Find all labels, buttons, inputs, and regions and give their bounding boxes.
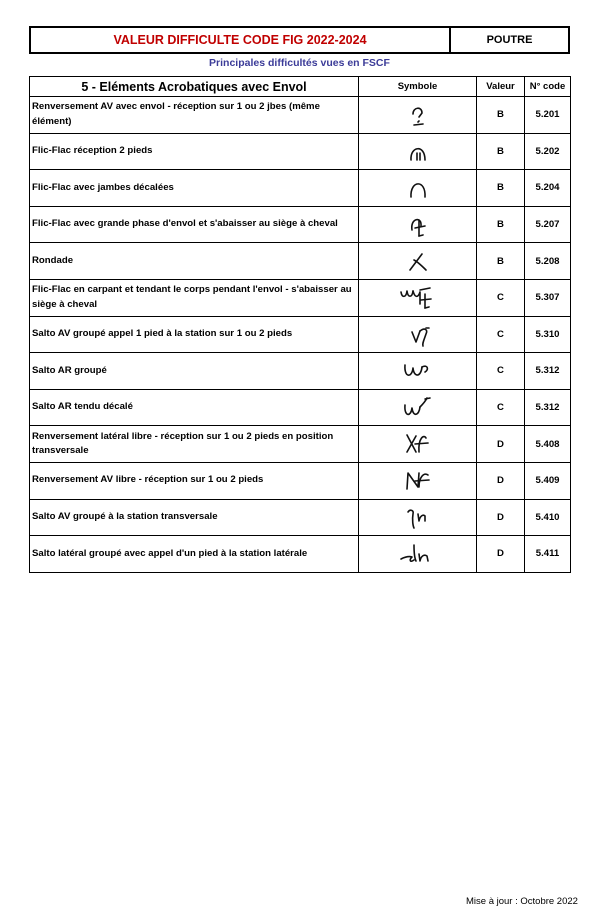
row-value: B [477,133,525,170]
col-header-code: N° code [525,77,571,97]
row-description: Salto latéral groupé avec appel d'un pied à la station latérale [30,536,359,573]
table-row [30,536,571,573]
row-description: Renversement latéral libre - réception sur 1 ou 2 pieds en position transversale [30,426,359,463]
row-code: 5.202 [525,133,571,170]
row-symbol [359,316,477,353]
row-description: Rondade [30,243,359,280]
table-header-row [30,77,571,97]
row-description: Flic-Flac réception 2 pieds [30,133,359,170]
table-row [30,353,571,390]
row-symbol [359,97,477,134]
table-row [30,316,571,353]
row-description: Renversement AV libre - réception sur 1 ou 2 pieds [30,462,359,499]
row-code: 5.208 [525,243,571,280]
col-header-symbol: Symbole [359,77,477,97]
row-code: 5.408 [525,426,571,463]
table-row [30,279,571,316]
handwritten-symbol-icon [402,430,434,458]
row-value: D [477,536,525,573]
handwritten-symbol-icon [405,175,431,201]
row-symbol [359,426,477,463]
row-symbol [359,462,477,499]
row-symbol [359,243,477,280]
table-row [30,462,571,499]
row-symbol [359,389,477,426]
row-value: D [477,499,525,536]
row-value: C [477,389,525,426]
row-description: Salto AV groupé appel 1 pied à la station sur 1 ou 2 pieds [30,316,359,353]
table-row [30,499,571,536]
table-row [30,426,571,463]
table-row [30,389,571,426]
row-value: C [477,279,525,316]
update-date: Mise à jour : Octobre 2022 [466,896,578,907]
row-code: 5.201 [525,97,571,134]
row-description: Renversement AV avec envol - réception sur 1 ou 2 jbes (même élément) [30,97,359,134]
row-value: B [477,97,525,134]
handwritten-symbol-icon [400,395,436,421]
row-code: 5.207 [525,206,571,243]
row-symbol [359,206,477,243]
header-box [29,26,570,54]
row-description: Salto AR tendu décalé [30,389,359,426]
handwritten-symbol-icon [405,138,431,164]
row-value: C [477,316,525,353]
handwritten-symbol-icon [398,320,438,348]
table-row [30,133,571,170]
table-row [30,170,571,207]
row-value: D [477,462,525,499]
row-value: D [477,426,525,463]
row-description: Flic-Flac avec jambes décalées [30,170,359,207]
row-symbol [359,279,477,316]
row-value: B [477,206,525,243]
handwritten-symbol-icon [405,212,431,238]
row-symbol [359,536,477,573]
section-title: 5 - Eléments Acrobatiques avec Envol [30,77,359,97]
row-description: Salto AV groupé à la station transversale [30,499,359,536]
document-title: VALEUR DIFFICULTE CODE FIG 2022-2024 [31,28,451,52]
row-value: C [477,353,525,390]
handwritten-symbol-icon [402,504,434,530]
handwritten-symbol-icon [398,284,438,312]
row-code: 5.307 [525,279,571,316]
row-code: 5.411 [525,536,571,573]
handwritten-symbol-icon [402,467,434,495]
row-code: 5.410 [525,499,571,536]
row-value: B [477,170,525,207]
apparatus-label: POUTRE [486,34,533,46]
row-code: 5.312 [525,389,571,426]
row-code: 5.409 [525,462,571,499]
row-description: Flic-Flac en carpant et tendant le corps pendant l'envol - s'abaisser au siège à cheval [30,279,359,316]
row-description: Salto AR groupé [30,353,359,390]
table-row [30,243,571,280]
handwritten-symbol-icon [405,102,431,128]
subtitle: Principales difficultés vues en FSCF [209,57,390,69]
handwritten-symbol-icon [398,541,438,567]
row-code: 5.312 [525,353,571,390]
row-symbol [359,170,477,207]
handwritten-symbol-icon [405,248,431,274]
row-value: B [477,243,525,280]
col-header-value: Valeur [477,77,525,97]
row-symbol [359,133,477,170]
elements-table [29,76,571,573]
row-description: Flic-Flac avec grande phase d'envol et s'abaisser au siège à cheval [30,206,359,243]
table-row [30,97,571,134]
row-symbol [359,353,477,390]
row-symbol [359,499,477,536]
table-row [30,206,571,243]
handwritten-symbol-icon [400,358,436,384]
row-code: 5.204 [525,170,571,207]
row-code: 5.310 [525,316,571,353]
